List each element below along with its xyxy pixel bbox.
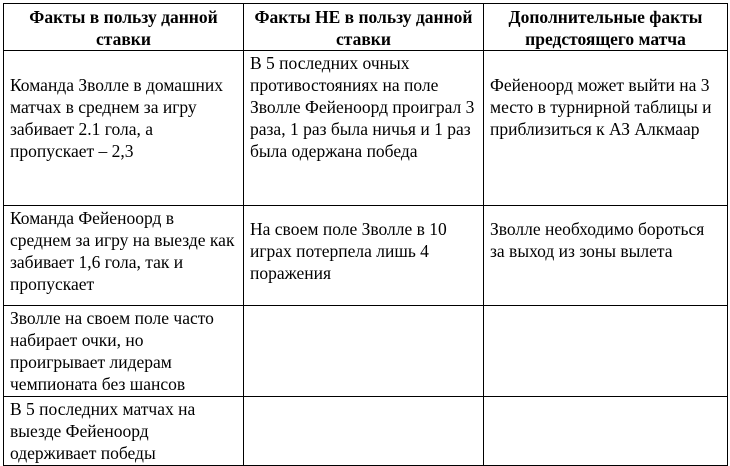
facts-table	[3, 3, 728, 466]
header-facts-against: Факты НЕ в пользу данной ставки	[244, 4, 484, 51]
table-cell: Команда Фейеноорд в среднем за игру на выезде как забивает 1,6 гола, так и пропускает	[4, 206, 244, 306]
table-cell	[484, 306, 728, 397]
table-row	[4, 397, 728, 466]
table-row	[4, 51, 728, 206]
header-facts-for: Факты в пользу данной ставки	[4, 4, 244, 51]
table-row	[4, 306, 728, 397]
table-cell: Зволле необходимо бороться за выход из зоны вылета	[484, 206, 728, 306]
header-additional-facts: Дополнительные факты предстоящего матча	[484, 4, 728, 51]
table-cell	[244, 306, 484, 397]
table-cell: Команда Зволле в домашних матчах в среднем за игру забивает 2.1 гола, а пропускает – 2,3	[4, 51, 244, 206]
table-cell: Зволле на своем поле часто набирает очки, но проигрывает лидерам чемпионата без шансов	[4, 306, 244, 397]
table-cell: В 5 последних очных противостояниях на поле Зволле Фейеноорд проиграл 3 раза, 1 раз была ничья и 1 раз была одержана победа	[244, 51, 484, 206]
table-header-row	[4, 4, 728, 51]
table-cell: На своем поле Зволле в 10 играх потерпела лишь 4 поражения	[244, 206, 484, 306]
table-cell: В 5 последних матчах на выезде Фейеноорд одерживает победы	[4, 397, 244, 466]
table-row	[4, 206, 728, 306]
table-cell: Фейеноорд может выйти на 3 место в турнирной таблицы и приблизиться к АЗ Алкмаар	[484, 51, 728, 206]
table-cell	[244, 397, 484, 466]
table-cell	[484, 397, 728, 466]
